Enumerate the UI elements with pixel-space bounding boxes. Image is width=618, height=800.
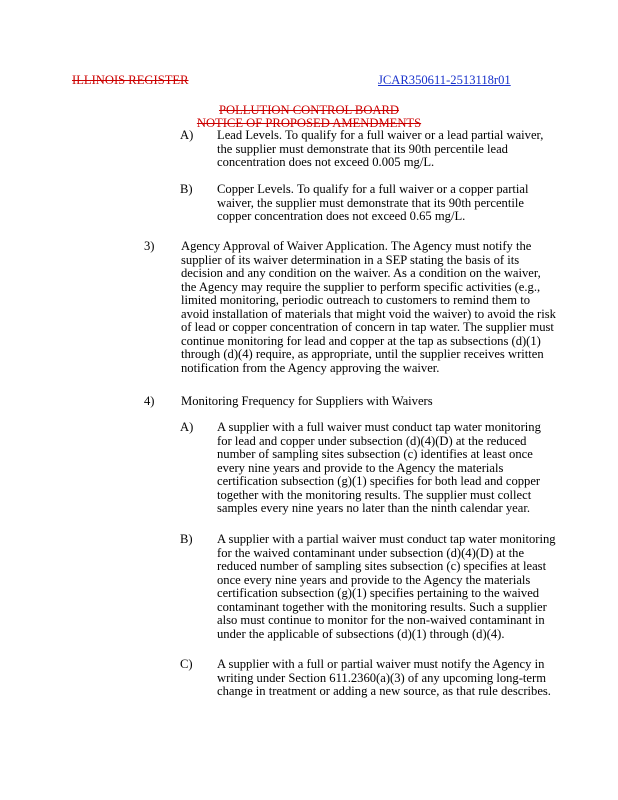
- text-line: through (d)(4) require, as appropriate, until the supplier receives written: [181, 347, 544, 361]
- section-label: 3): [144, 239, 155, 253]
- text-line: A supplier with a full waiver must conduct tap water monitoring: [217, 420, 541, 434]
- text-line: avoid installation of materials that might void the waiver) to avoid the risk: [181, 306, 556, 321]
- text-line: Lead Levels. To qualify for a full waiver or a lead partial waiver,: [217, 128, 544, 142]
- text-line: waiver, the supplier must demonstrate that its 90th percentile: [217, 195, 524, 210]
- text-line: together with the monitoring results. The supplier must collect: [217, 487, 532, 502]
- item-label: C): [180, 657, 193, 671]
- section-label: 4): [144, 394, 155, 408]
- text-line: Monitoring Frequency for Suppliers with Waivers: [181, 394, 433, 408]
- text-line: A supplier with a full or partial waiver must notify the Agency in: [217, 657, 545, 671]
- text-line: copper concentration does not exceed 0.65 mg/L.: [217, 209, 466, 223]
- text-line: of lead or copper concentration of concern in tap water. The supplier must: [181, 320, 554, 334]
- notice-title: NOTICE OF PROPOSED AMENDMENTS: [196, 116, 422, 130]
- text-line: continue monitoring for lead and copper at the tap as subsections (d)(1): [181, 333, 541, 348]
- item-label: A): [180, 420, 194, 434]
- item-label: B): [180, 182, 193, 196]
- text-line: decision and any condition on the waiver. As a condition on the waiver,: [181, 266, 541, 280]
- notify-agency-paragraph: [217, 658, 577, 699]
- text-line: also must continue to monitor for the non-waived contaminant in: [217, 613, 545, 627]
- partial-waiver-paragraph: [217, 533, 581, 641]
- text-line: samples every nine years no later than the ninth calendar year.: [217, 501, 530, 515]
- text-line: once every nine years and provide to the Agency the materials: [217, 572, 531, 587]
- register-header: ILLINOIS REGISTER: [72, 73, 189, 87]
- text-line: writing under Section 611.2360(a)(3) of any upcoming long-term: [217, 670, 546, 685]
- text-line: for lead and copper under subsection (d)(4)(D) at the reduced: [217, 433, 527, 448]
- text-line: number of sampling sites subsection (c) identifies at least once: [217, 447, 533, 461]
- monitoring-frequency-heading: [181, 395, 581, 409]
- text-line: certification subsection (g)(1) specifies pertaining to the waived: [217, 586, 540, 600]
- text-line: limited monitoring, periodic outreach to customers to remind them to: [181, 293, 531, 307]
- lead-levels-paragraph: [217, 129, 562, 170]
- text-line: for the waived contaminant under subsection (d)(4)(D) at the: [217, 545, 525, 560]
- agency-title: POLLUTION CONTROL BOARD: [218, 103, 400, 117]
- item-label: B): [180, 532, 193, 546]
- text-line: the supplier must demonstrate that its 90th percentile lead: [217, 141, 508, 156]
- text-line: under the applicable of subsections (d)(1) through (d)(4).: [217, 626, 505, 641]
- copper-levels-paragraph: [217, 183, 562, 224]
- text-line: every nine years and provide to the Agency the materials: [217, 460, 504, 475]
- text-line: supplier of its waiver determination in a SEP stating the basis of its: [181, 252, 520, 267]
- text-line: notification from the Agency approving the waiver.: [181, 360, 440, 375]
- text-line: contaminant together with the monitoring results. Such a supplier: [217, 599, 547, 614]
- agency-approval-paragraph: [181, 240, 581, 375]
- text-line: concentration does not exceed 0.005 mg/L.: [217, 155, 435, 169]
- jcar-reference[interactable]: JCAR350611-2513118r01: [378, 73, 511, 87]
- text-line: certification subsection (g)(1) specifies for both lead and copper: [217, 474, 541, 488]
- text-line: A supplier with a partial waiver must conduct tap water monitoring: [217, 532, 556, 546]
- text-line: the Agency may require the supplier to perform specific activities (e.g.,: [181, 279, 541, 294]
- text-line: reduced number of sampling sites subsection (c) specifies at least: [217, 559, 547, 573]
- full-waiver-paragraph: [217, 421, 577, 516]
- text-line: Copper Levels. To qualify for a full waiver or a copper partial: [217, 182, 529, 196]
- text-line: Agency Approval of Waiver Application. The Agency must notify the: [181, 239, 532, 253]
- text-line: change in treatment or adding a new source, as that rule describes.: [217, 684, 551, 698]
- item-label: A): [180, 128, 194, 142]
